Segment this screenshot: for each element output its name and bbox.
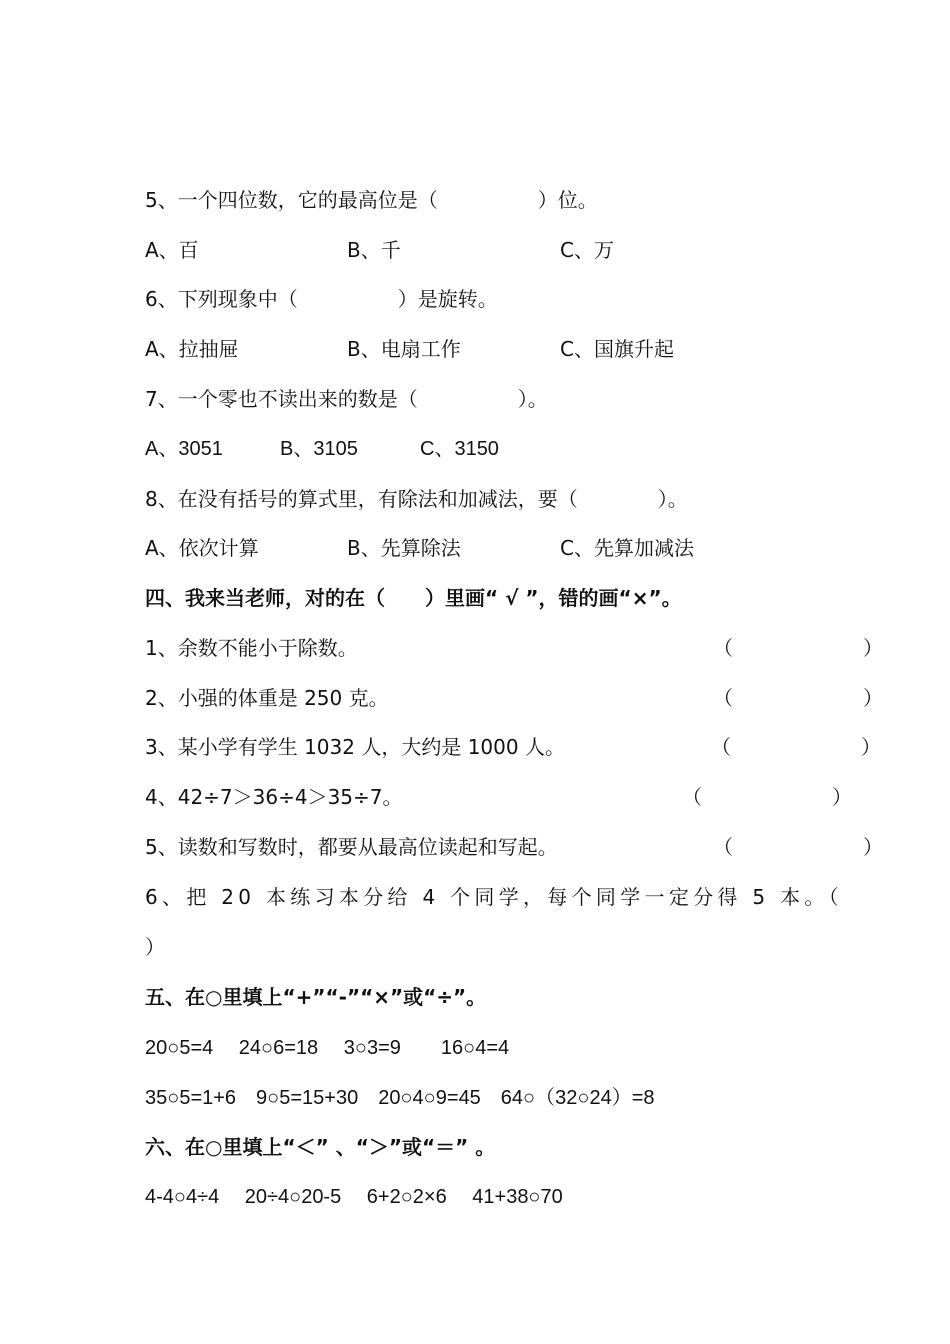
q5-option-a: A、百 <box>145 238 199 262</box>
section5-row2: 35○5=1+6 9○5=15+30 20○4○9=45 64○（32○24）=8 <box>145 1087 655 1109</box>
q8-options <box>145 533 845 563</box>
s4-item-3-paren: （ ） <box>711 735 911 759</box>
section6-row1: 4-4○4÷4 20÷4○20-5 6+2○2×6 41+38○70 <box>145 1186 563 1208</box>
s4-item-3 <box>145 732 911 762</box>
q6-options <box>145 334 845 364</box>
s4-item-2 <box>145 683 913 713</box>
s4-item-1 <box>145 633 913 663</box>
q8-option-b: B、先算除法 <box>347 536 461 560</box>
q7-option-a: A、3051 <box>145 438 223 460</box>
q8-option-c: C、先算加减法 <box>560 536 694 560</box>
s4-item-1-text: 1、余数不能小于除数。 <box>145 636 358 660</box>
q6-option-b: B、电扇工作 <box>347 337 461 361</box>
q8-stem: 8、在没有括号的算式里，有除法和加减法，要（ ）。 <box>145 487 688 511</box>
q7-stem: 7、一个零也不读出来的数是（ ）。 <box>145 387 548 411</box>
s4-item-3-text: 3、某小学有学生 1032 人，大约是 1000 人。 <box>145 735 565 759</box>
s4-item-2-text: 2、小强的体重是 250 克。 <box>145 686 389 710</box>
s4-item-1-paren: （ ） <box>713 636 913 660</box>
s4-item-6-line2: ） <box>145 935 165 959</box>
q6-option-a: A、拉抽屉 <box>145 337 239 361</box>
s4-item-6-line1: 6、把 20 本练习本分给 4 个同学，每个同学一定分得 5 本。（ <box>145 885 843 909</box>
q7-options <box>145 434 845 464</box>
section5-row1: 20○5=4 24○6=18 3○3=9 16○4=4 <box>145 1037 510 1059</box>
s4-item-2-paren: （ ） <box>713 686 913 710</box>
s4-item-4-paren: （ ） <box>682 785 882 809</box>
s4-item-5 <box>145 832 913 862</box>
s4-item-5-paren: （ ） <box>713 835 913 859</box>
q5-options <box>145 235 845 265</box>
section5-title: 五、在○里填上“+”“-”“×”或“÷”。 <box>145 985 487 1009</box>
s4-item-5-text: 5、读数和写数时，都要从最高位读起和写起。 <box>145 835 558 859</box>
s4-item-4-text: 4、42÷7＞36÷4＞35÷7。 <box>145 785 403 809</box>
q5-option-b: B、千 <box>347 238 401 262</box>
section6-title: 六、在○里填上“＜” 、“＞”或“＝” 。 <box>145 1135 496 1159</box>
q8-option-a: A、依次计算 <box>145 536 259 560</box>
q6-option-c: C、国旗升起 <box>560 337 674 361</box>
s4-item-4 <box>145 782 882 812</box>
q5-option-c: C、万 <box>560 238 614 262</box>
q5-stem: 5、一个四位数，它的最高位是（ ）位。 <box>145 188 598 212</box>
q7-option-b: B、3105 <box>280 438 358 460</box>
q6-stem: 6、下列现象中（ ）是旋转。 <box>145 287 498 311</box>
section4-title: 四、我来当老师，对的在（ ）里画“ √ ”，错的画“×”。 <box>145 586 682 610</box>
q7-option-c: C、3150 <box>420 438 499 460</box>
